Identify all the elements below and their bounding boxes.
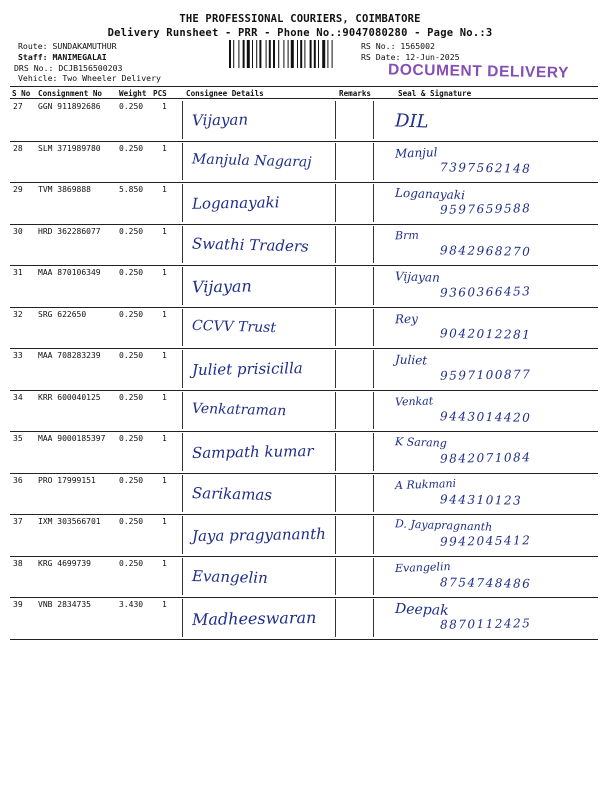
column-divider: [335, 226, 336, 264]
column-divider: [335, 143, 336, 181]
barcode-bar: [291, 40, 294, 68]
signature-handwriting: D. Jayapragnanth: [394, 517, 493, 534]
vehicle-text: Vehicle: Two Wheeler Delivery: [18, 73, 161, 83]
column-divider: [182, 184, 183, 222]
column-divider: [335, 475, 336, 513]
sno-cell: 36: [13, 475, 23, 485]
sno-cell: 31: [13, 268, 23, 277]
weight-cell: 0.250: [119, 434, 144, 443]
rs-date-text: RS Date: 12-Jun-2025: [361, 52, 460, 62]
sno-cell: 33: [13, 351, 23, 360]
barcode-bar: [233, 40, 234, 68]
row-divider: [10, 141, 598, 142]
pcs-cell: 1: [162, 475, 167, 485]
pcs-cell: 1: [162, 102, 167, 111]
barcode-bar: [238, 40, 239, 68]
column-divider: [373, 392, 374, 430]
barcode-bar: [229, 40, 231, 68]
consignment-cell: SRG 622650: [38, 309, 87, 319]
row-divider: [10, 473, 598, 474]
signature-handwriting: Brm: [394, 228, 420, 242]
column-divider: [182, 392, 183, 430]
barcode-bar: [318, 40, 319, 68]
column-divider: [373, 475, 374, 513]
barcode-bar: [256, 40, 257, 68]
consignee-handwriting: Manjula Nagaraj: [191, 150, 312, 171]
consignment-cell: TVM 3869888: [38, 185, 91, 194]
weight-cell: 0.250: [119, 392, 144, 402]
column-divider: [373, 267, 374, 305]
signature-phone: 9842968270: [439, 242, 532, 259]
consignee-handwriting: Swathi Traders: [191, 233, 309, 256]
consignment-cell: VNB 2834735: [38, 600, 91, 609]
consignment-cell: IXM 303566701: [38, 517, 101, 526]
consignment-cell: GGN 911892686: [38, 102, 101, 111]
signature-handwriting: Rey: [394, 311, 419, 326]
consignee-handwriting: Venkatraman: [191, 400, 287, 419]
pcs-cell: 1: [162, 268, 167, 277]
col-header-consignment: Consignment No: [38, 89, 103, 98]
column-divider: [182, 558, 183, 596]
signature-handwriting: Evangelin: [394, 559, 451, 575]
route-text: Route: SUNDAKAMUTHUR: [18, 41, 117, 51]
column-divider: [373, 184, 374, 222]
signature-phone: 9042012281: [439, 325, 532, 342]
barcode-bar: [300, 40, 302, 68]
pcs-cell: 1: [162, 517, 167, 526]
col-header-remarks: Remarks: [339, 89, 372, 98]
weight-cell: 0.250: [119, 102, 144, 111]
column-divider: [335, 558, 336, 596]
consignment-cell: KRG 4699739: [38, 558, 91, 568]
barcode-bar: [314, 40, 316, 68]
barcode-bar: [273, 40, 275, 68]
row-divider: [10, 224, 598, 225]
signature-handwriting: Venkat: [394, 393, 434, 409]
signature-phone: 9597659588: [439, 201, 532, 217]
barcode-bar: [322, 40, 325, 68]
consignment-cell: MAA 9000185397: [38, 434, 106, 443]
sno-cell: 32: [13, 309, 23, 319]
column-divider: [335, 184, 336, 222]
rs-no-text: RS No.: 1565002: [361, 41, 435, 51]
weight-cell: 5.850: [119, 185, 144, 194]
consignment-cell: SLM 371989780: [38, 143, 101, 153]
row-divider: [10, 182, 598, 183]
company-title: THE PROFESSIONAL COURIERS, COIMBATORE: [179, 13, 421, 25]
table-top-border: [10, 86, 598, 87]
barcode-bar: [283, 40, 284, 68]
signature-phone: 8870112425: [439, 616, 532, 632]
column-divider: [373, 599, 374, 637]
column-divider: [373, 309, 374, 347]
column-divider: [182, 433, 183, 471]
sno-cell: 39: [13, 600, 23, 609]
row-divider: [10, 265, 598, 266]
row-divider: [10, 514, 598, 515]
row-divider: [10, 556, 598, 557]
document-delivery-stamp: DOCUMENT DELIVERY: [387, 61, 570, 82]
barcode-image: [229, 40, 355, 68]
sno-cell: 27: [13, 102, 23, 111]
signature-handwriting: Juliet: [394, 352, 428, 368]
barcode-bar: [332, 40, 333, 68]
weight-cell: 0.250: [119, 309, 144, 319]
weight-cell: 0.250: [119, 475, 144, 485]
column-divider: [182, 309, 183, 347]
col-header-signature: Seal & Signature: [398, 89, 472, 98]
weight-cell: 3.430: [119, 600, 144, 609]
col-header-consignee: Consignee Details: [186, 89, 264, 98]
signature-handwriting: Vijayan: [394, 269, 441, 285]
barcode-bar: [288, 40, 289, 68]
consignee-handwriting: Sampath kumar: [191, 441, 314, 463]
drs-text: DRS No.: DCJB156500203: [14, 63, 123, 73]
signature-phone: 9443014420: [439, 408, 532, 425]
sno-cell: 34: [13, 392, 23, 402]
consignee-handwriting: Juliet prisicilla: [191, 359, 303, 379]
signature-phone: 944310123: [439, 491, 523, 508]
barcode-bar: [252, 40, 253, 68]
barcode-bar: [259, 40, 261, 68]
signature-handwriting: Manjul: [394, 144, 438, 161]
signature-phone: 9597100877: [439, 367, 532, 383]
signature-handwriting: Loganayaki: [394, 185, 466, 203]
row-divider: [10, 597, 598, 598]
column-divider: [182, 226, 183, 264]
row-divider: [10, 348, 598, 349]
consignee-handwriting: Jaya pragyananth: [191, 524, 326, 546]
consignee-handwriting: Vijayan: [191, 276, 252, 297]
pcs-cell: 1: [162, 351, 167, 360]
sno-cell: 28: [13, 143, 23, 153]
signature-handwriting: A Rukmani: [394, 476, 457, 492]
pcs-cell: 1: [162, 434, 167, 443]
column-divider: [373, 350, 374, 388]
weight-cell: 0.250: [119, 226, 144, 236]
barcode-bar: [269, 40, 271, 68]
pcs-cell: 1: [162, 226, 167, 236]
consignment-cell: MAA 870106349: [38, 268, 101, 277]
column-divider: [182, 101, 183, 139]
weight-cell: 0.250: [119, 351, 144, 360]
signature-handwriting: K Sarang: [394, 435, 447, 450]
sno-cell: 35: [13, 434, 23, 443]
sno-cell: 37: [13, 517, 23, 526]
signature-handwriting: Deepak: [394, 601, 449, 619]
column-divider: [335, 350, 336, 388]
signature-phone: 9842071084: [439, 450, 532, 466]
pcs-cell: 1: [162, 558, 167, 568]
signature-handwriting: DIL: [394, 110, 429, 133]
barcode-bar: [310, 40, 312, 68]
barcode-bar: [278, 40, 279, 68]
pcs-cell: 1: [162, 600, 167, 609]
col-header-pcs: PCS: [153, 89, 167, 98]
signature-phone: 7397562148: [439, 159, 532, 176]
consignee-handwriting: CCVV Trust: [191, 317, 277, 336]
barcode-bar: [247, 40, 250, 68]
column-divider: [335, 101, 336, 139]
consignment-cell: MAA 708283239: [38, 351, 101, 360]
consignee-handwriting: Loganayaki: [191, 193, 280, 213]
table-header-border: [10, 98, 598, 99]
pcs-cell: 1: [162, 392, 167, 402]
signature-phone: 9360366453: [439, 284, 532, 300]
column-divider: [373, 101, 374, 139]
column-divider: [373, 433, 374, 471]
sno-cell: 30: [13, 226, 23, 236]
col-header-sno: S No: [12, 89, 31, 98]
consignment-cell: PRO 17999151: [38, 475, 96, 485]
col-header-weight: Weight: [119, 89, 147, 98]
column-divider: [335, 309, 336, 347]
consignment-cell: KRR 600040125: [38, 392, 101, 402]
runsheet-subtitle: Delivery Runsheet - PRR - Phone No.:9047080280 - Page No.:3: [107, 27, 493, 39]
column-divider: [182, 143, 183, 181]
column-divider: [335, 516, 336, 554]
consignee-handwriting: Sarikamas: [191, 483, 273, 504]
consignee-handwriting: Evangelin: [191, 566, 268, 587]
column-divider: [335, 599, 336, 637]
column-divider: [373, 226, 374, 264]
barcode-bar: [243, 40, 245, 68]
column-divider: [373, 516, 374, 554]
row-divider: [10, 639, 598, 640]
row-divider: [10, 390, 598, 391]
staff-text: Staff: MANIMEGALAI: [18, 52, 107, 62]
column-divider: [373, 143, 374, 181]
weight-cell: 0.250: [119, 558, 144, 568]
signature-phone: 8754748486: [439, 574, 532, 591]
pcs-cell: 1: [162, 143, 167, 153]
pcs-cell: 1: [162, 185, 167, 194]
column-divider: [182, 475, 183, 513]
column-divider: [335, 392, 336, 430]
sno-cell: 29: [13, 185, 23, 194]
weight-cell: 0.250: [119, 143, 144, 153]
column-divider: [182, 599, 183, 637]
barcode-bar: [327, 40, 328, 68]
sno-cell: 38: [13, 558, 23, 568]
column-divider: [182, 267, 183, 305]
barcode-bar: [297, 40, 298, 68]
row-divider: [10, 431, 598, 432]
consignment-cell: HRD 362286077: [38, 226, 101, 236]
column-divider: [182, 350, 183, 388]
column-divider: [335, 433, 336, 471]
consignee-handwriting: Vijayan: [191, 110, 249, 130]
weight-cell: 0.250: [119, 517, 144, 526]
barcode-bar: [266, 40, 267, 68]
pcs-cell: 1: [162, 309, 167, 319]
column-divider: [335, 267, 336, 305]
barcode-bar: [304, 40, 305, 68]
column-divider: [373, 558, 374, 596]
signature-phone: 9942045412: [439, 533, 532, 549]
row-divider: [10, 307, 598, 308]
consignee-handwriting: Madheeswaran: [191, 607, 317, 630]
column-divider: [182, 516, 183, 554]
weight-cell: 0.250: [119, 268, 144, 277]
